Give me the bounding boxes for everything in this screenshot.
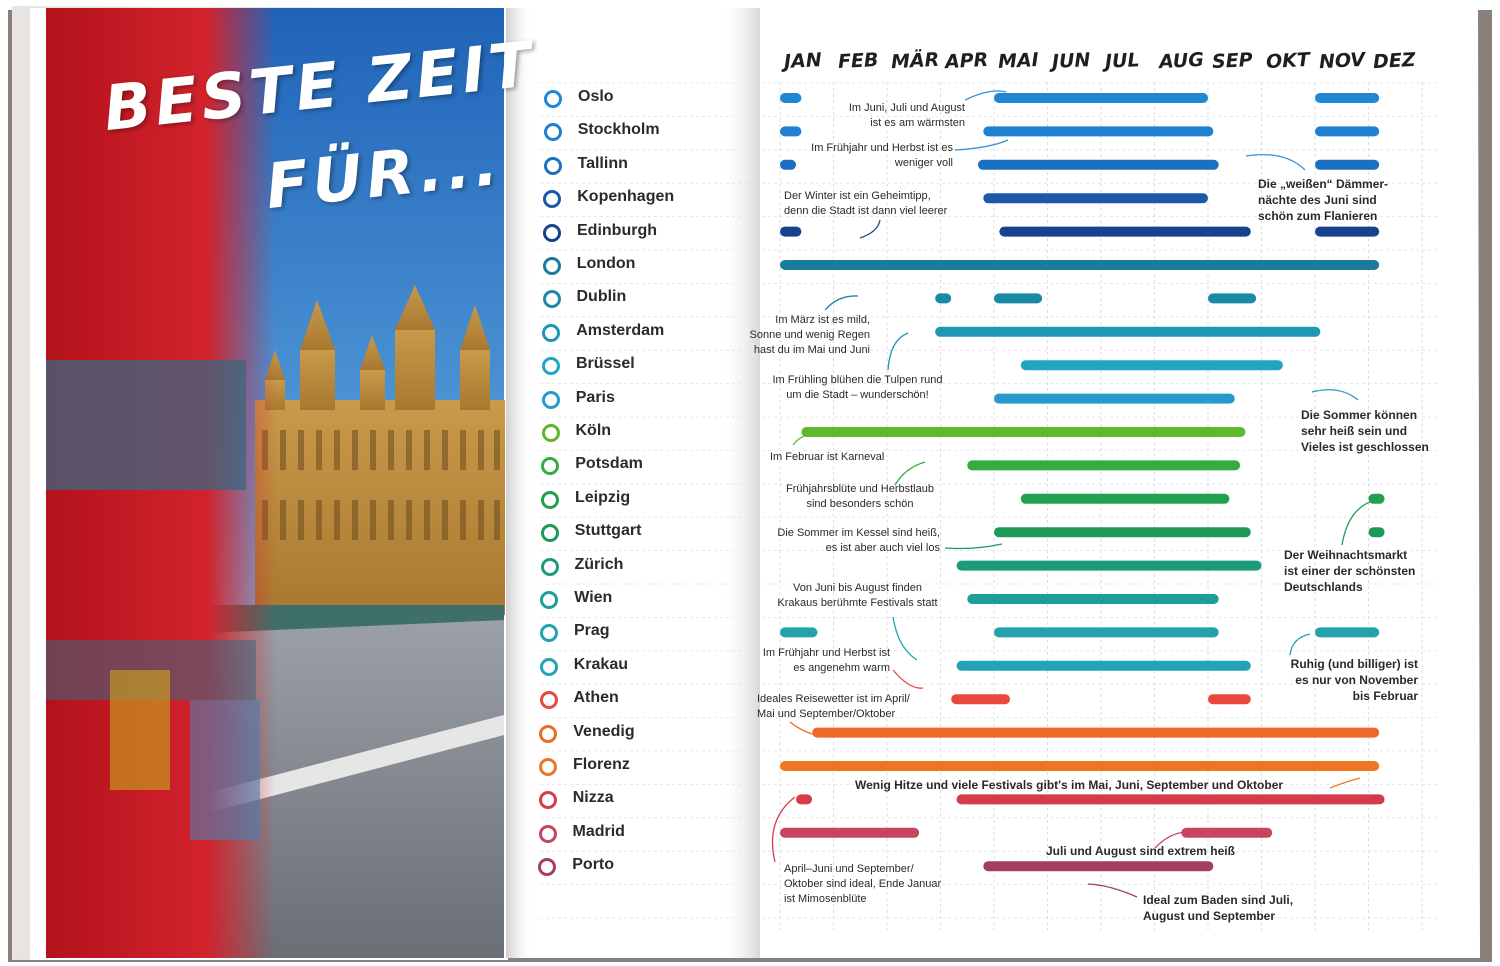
city-name: Venedig — [573, 722, 635, 740]
city-name: Leipzig — [575, 488, 631, 506]
city-name: Zürich — [574, 555, 624, 573]
season-bar — [1208, 293, 1256, 303]
season-bar — [1315, 627, 1379, 637]
note-text: sehr heiß sein und — [1301, 424, 1408, 438]
season-bar — [780, 93, 801, 103]
note-leipzig — [1284, 547, 1415, 595]
month-label: MAI — [997, 48, 1040, 74]
note-text: Vieles ist geschlossen — [1301, 440, 1429, 454]
note-text: Die Sommer können — [1301, 408, 1418, 422]
note-text: um die Stadt – wunderschön! — [786, 389, 929, 401]
city-name: Wien — [574, 589, 613, 606]
season-bar — [999, 227, 1250, 237]
note-text: Ideal zum Baden sind Juli, — [1143, 893, 1294, 907]
city-marker-icon — [540, 691, 558, 709]
note-text: Der Weihnachtsmarkt — [1284, 548, 1408, 562]
note-text: Im Februar ist Karneval — [770, 451, 885, 463]
season-bar — [951, 694, 1010, 704]
note-text: ist einer der schönsten — [1284, 564, 1416, 578]
city-name: London — [576, 255, 636, 272]
month-label: MÄR — [890, 48, 940, 74]
city-marker-icon — [541, 524, 559, 542]
city-name: Madrid — [572, 822, 625, 840]
city-marker-icon — [541, 491, 559, 509]
note-nizza — [784, 862, 941, 907]
city-marker-icon — [543, 290, 561, 308]
city-name: Köln — [575, 422, 612, 439]
city-name: Stuttgart — [574, 522, 642, 540]
season-bar — [983, 193, 1208, 203]
note-text: Von Juni bis August finden — [792, 582, 923, 594]
season-bar — [1208, 694, 1251, 704]
month-label: OKT — [1264, 48, 1310, 74]
city-marker-icon — [544, 90, 562, 108]
city-name: Florenz — [573, 756, 630, 773]
note-potsdam — [780, 482, 940, 512]
season-bar — [780, 260, 1379, 270]
right-page — [506, 8, 1480, 958]
season-bar — [967, 594, 1218, 604]
season-bar — [1021, 494, 1230, 504]
season-bar — [935, 293, 951, 303]
note-text: bis Februar — [1352, 689, 1418, 703]
season-bar — [1315, 227, 1379, 237]
note-text: es ist aber auch viel los — [825, 542, 940, 554]
season-bar — [957, 561, 1262, 571]
season-bar — [780, 627, 817, 637]
city-marker-icon — [543, 257, 561, 275]
city-marker-icon — [539, 725, 557, 743]
season-bar — [780, 126, 801, 136]
season-bar — [978, 160, 1219, 170]
note-text: hast du im Mai und Juni — [753, 344, 870, 356]
city-name: Oslo — [578, 88, 614, 105]
city-marker-icon — [544, 157, 562, 175]
city-marker-icon — [542, 324, 560, 342]
note-text: es angenehm warm — [793, 662, 890, 674]
note-text: nächte des Juni sind — [1258, 193, 1377, 207]
note-text: Oktober sind ideal, Ende Januar — [784, 878, 942, 890]
season-bar — [957, 794, 1385, 804]
note-text: August und September — [1143, 909, 1276, 923]
season-bar — [796, 794, 812, 804]
note-text: Im Frühling blühen die Tulpen rund — [772, 374, 943, 386]
city-name: Edinburgh — [577, 221, 657, 239]
month-label: SEP — [1211, 48, 1254, 74]
city-marker-icon — [542, 391, 560, 409]
city-marker-icon — [539, 825, 557, 843]
season-bar — [994, 93, 1208, 103]
note-text: es nur von November — [1295, 673, 1418, 687]
month-label: NOV — [1318, 48, 1366, 74]
title-line-1: BESTE ZEIT — [100, 27, 539, 146]
city-name: Stockholm — [577, 121, 660, 139]
note-text: Im Juni, Juli und August — [848, 102, 965, 114]
note-krakau — [760, 646, 890, 676]
note-text: Mai und September/Oktober — [757, 708, 896, 720]
month-label: AUG — [1157, 48, 1204, 74]
month-label: FEB — [836, 48, 879, 74]
city-name: Krakau — [573, 655, 628, 673]
note-text: Der Winter ist ein Geheimtipp, — [784, 190, 931, 202]
season-bar — [780, 227, 801, 237]
note-tallinn-nights — [1258, 176, 1388, 224]
season-bar — [1315, 160, 1379, 170]
note-text: Wenig Hitze und viele Festivals gibt's im Mai, Juni, September und Oktober — [855, 778, 1284, 792]
note-krakau-festivals — [765, 581, 950, 611]
note-text: Im März ist es mild, — [775, 314, 870, 326]
city-name: Potsdam — [575, 455, 643, 473]
season-bar — [801, 427, 1245, 437]
note-dublin — [730, 313, 870, 358]
city-name: Kopenhagen — [577, 188, 675, 206]
title-line-2: FÜR... — [262, 125, 505, 223]
note-text: April–Juni und September/ — [784, 863, 914, 875]
note-florenz — [855, 777, 1283, 793]
note-prag — [1260, 656, 1418, 704]
season-bar — [994, 394, 1235, 404]
season-bar — [780, 761, 1379, 771]
city-marker-icon — [539, 758, 557, 776]
month-label: JUL — [1104, 49, 1141, 73]
city-name: Porto — [572, 856, 615, 874]
city-name: Prag — [574, 622, 610, 640]
month-label: JUN — [1050, 49, 1091, 73]
season-bar — [1181, 828, 1272, 838]
note-madrid — [1046, 843, 1235, 859]
note-text: weniger voll — [894, 157, 953, 169]
season-bar — [935, 327, 1320, 337]
city-name: Dublin — [576, 288, 627, 306]
season-bar — [1315, 93, 1379, 103]
note-amsterdam — [770, 373, 945, 403]
city-name: Tallinn — [577, 154, 628, 172]
note-athen — [757, 692, 910, 722]
note-text: ist Mimosenblüte — [784, 893, 867, 905]
season-bar — [1369, 494, 1385, 504]
season-bar — [983, 861, 1213, 871]
city-name: Nizza — [572, 789, 614, 807]
note-koeln — [770, 450, 884, 465]
note-paris — [1301, 407, 1429, 455]
season-bar — [1021, 360, 1283, 370]
note-text: Deutschlands — [1284, 580, 1363, 594]
season-bar — [1369, 527, 1385, 537]
season-bar — [957, 661, 1251, 671]
month-label: DEZ — [1371, 48, 1416, 74]
city-name: Brüssel — [576, 355, 635, 373]
season-bar — [983, 126, 1213, 136]
season-bar — [967, 460, 1240, 470]
month-label: JAN — [783, 49, 823, 73]
city-name: Athen — [573, 689, 619, 707]
note-text: Im Frühjahr und Herbst ist es — [811, 142, 953, 154]
note-porto — [1143, 892, 1293, 924]
note-text: ist es am wärmsten — [870, 117, 965, 129]
season-bar — [994, 627, 1219, 637]
season-bar — [812, 728, 1379, 738]
note-text: denn die Stadt ist dann viel leerer — [784, 205, 948, 217]
note-text: sind besonders schön — [806, 498, 914, 510]
note-kopenhagen — [784, 189, 947, 219]
city-marker-icon — [540, 658, 558, 676]
note-oslo-1 — [800, 101, 965, 131]
month-label: APR — [943, 48, 989, 74]
city-name: Amsterdam — [576, 321, 665, 339]
note-text: Krakaus berühmte Festivals statt — [777, 597, 938, 609]
note-text: Ruhig (und billiger) ist — [1290, 657, 1418, 671]
note-text: Juli und August sind extrem heiß — [1046, 844, 1235, 858]
season-bar — [1315, 126, 1379, 136]
note-text: Die „weißen“ Dämmer- — [1258, 177, 1389, 191]
note-text: Die Sommer im Kessel sind heiß, — [777, 527, 940, 539]
note-text: schön zum Flanieren — [1258, 209, 1378, 223]
season-bar — [994, 527, 1251, 537]
season-bar — [994, 293, 1042, 303]
season-bar — [780, 828, 919, 838]
note-text: Sonne und wenig Regen — [749, 329, 870, 341]
city-name: Paris — [575, 388, 615, 406]
city-marker-icon — [541, 558, 559, 576]
city-marker-icon — [543, 224, 561, 242]
note-stuttgart — [760, 526, 940, 556]
note-text: Ideales Reisewetter ist im April/ — [757, 693, 910, 705]
note-text: Frühjahrsblüte und Herbstlaub — [786, 483, 934, 495]
note-text: Im Frühjahr und Herbst ist — [762, 647, 890, 659]
city-marker-icon — [542, 424, 560, 442]
note-tallinn — [770, 141, 953, 171]
